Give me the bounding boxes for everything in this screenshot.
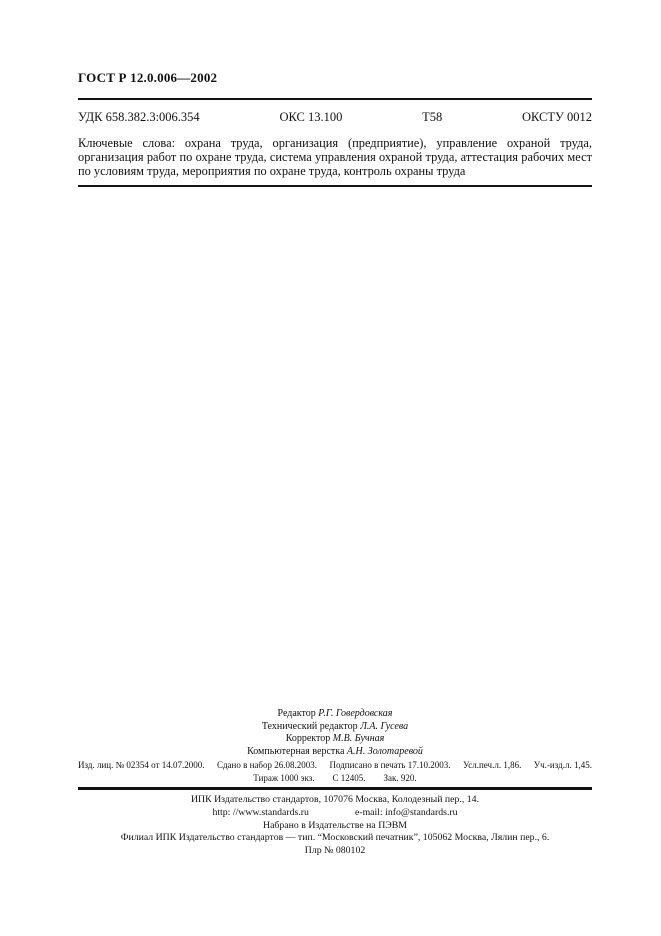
header-divider	[78, 98, 592, 100]
imprint-order-number: Зак. 920.	[383, 773, 417, 783]
publisher-website: http: //www.standards.ru	[212, 806, 309, 818]
imprint-line-2	[78, 773, 592, 783]
credit-name: А.Н. Золотаревой	[346, 745, 423, 757]
imprint-line-1	[78, 760, 592, 770]
imprint-pub-sheets: Уч.-изд.л. 1,45.	[533, 760, 592, 770]
credit-line	[78, 708, 592, 721]
okstu-code: ОКСТУ 0012	[521, 110, 592, 124]
credit-role: Корректор	[285, 733, 331, 744]
credit-line	[78, 721, 592, 734]
credit-name: М.В. Бучная	[332, 733, 385, 744]
imprint-divider	[78, 787, 592, 790]
publisher-license-number: Плр № 080102	[304, 845, 366, 857]
publisher-email: e-mail: info@standards.ru	[354, 806, 458, 818]
oks-code: ОКС 13.100	[279, 110, 343, 124]
publisher-web-line	[78, 807, 592, 820]
keywords-divider	[78, 185, 592, 187]
credit-name: Л.А. Гусева	[360, 720, 409, 732]
publisher-typeset-note: Набрано в Издательстве на ПЭВМ	[263, 819, 407, 831]
publisher-branch: Филиал ИПК Издательство стандартов — тип. “Московский печатник”, 105062 Москва, Лялин пер., 6.	[120, 832, 550, 844]
credit-role: Редактор	[277, 708, 316, 719]
keywords-paragraph: Ключевые слова: охрана труда, организация (предприятие), управление охраной труда, организация работ по охране труда, система управления охраной труда, аттестация рабочих мест по условиям труда, мероприятия по охране труда, контроль охраны труда	[78, 136, 592, 179]
classification-codes-row	[78, 110, 592, 125]
credit-role: Компьютерная верстка	[247, 745, 345, 757]
imprint-c-number: С 12405.	[332, 773, 366, 783]
imprint-license: Изд. лиц. № 02354 от 14.07.2000.	[78, 760, 205, 770]
doc-code-header: ГОСТ Р 12.0.006—2002	[78, 70, 218, 85]
t-code: Т58	[422, 110, 443, 124]
imprint-copies: Тираж 1000 экз.	[253, 773, 315, 783]
publisher-block	[78, 794, 592, 858]
imprint-print-sheets: Усл.печ.л. 1,86.	[462, 760, 522, 770]
credits-block	[78, 708, 592, 758]
credit-role: Технический редактор	[261, 720, 358, 732]
imprint-print-date: Подписано в печать 17.10.2003.	[329, 760, 451, 770]
imprint-typeset-date: Сдано в набор 26.08.2003.	[216, 760, 317, 770]
udk-code: УДК 658.382.3:006.354	[78, 110, 200, 124]
credit-line	[78, 733, 592, 746]
credit-name: Р.Г. Говердовская	[318, 708, 393, 719]
publisher-address: ИПК Издательство стандартов, 107076 Москва, Колодезный пер., 14.	[190, 794, 480, 805]
credit-line	[78, 746, 592, 759]
